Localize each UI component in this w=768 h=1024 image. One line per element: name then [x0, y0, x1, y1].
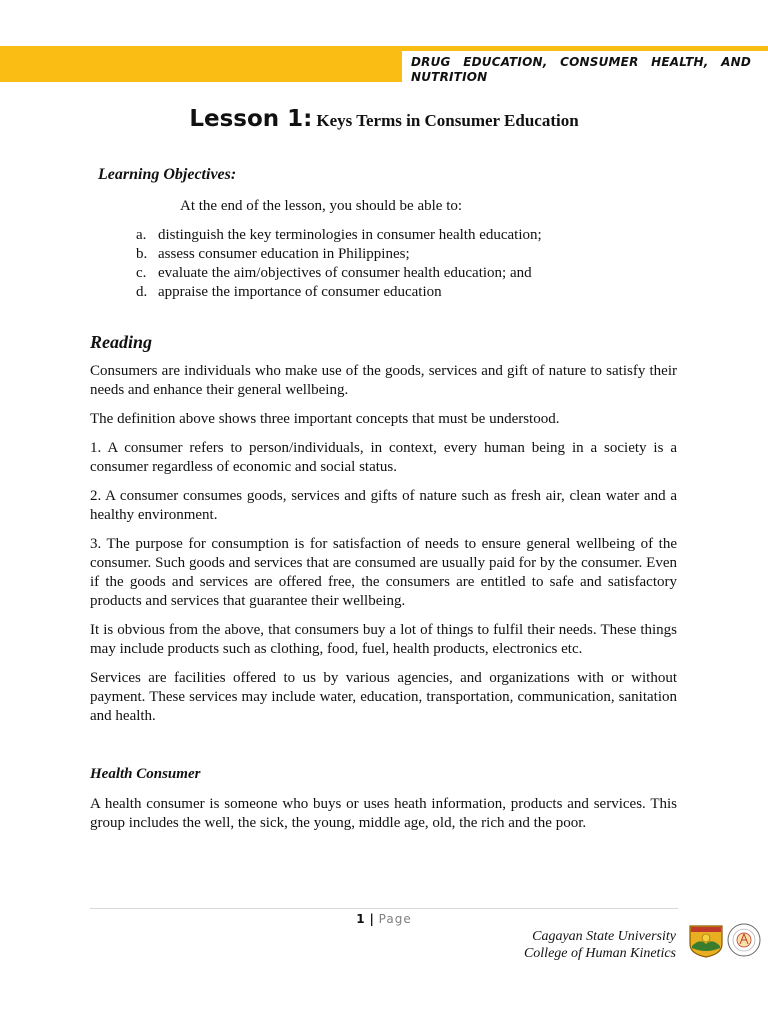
college-name: College of Human Kinetics: [523, 946, 676, 961]
reading-paragraph: Services are facilities offered to us by various agencies, and organizations with or without payment. These services may include water, education, transportation, communication, sanitation and health.: [90, 670, 677, 724]
reading-paragraph: 3. The purpose for consumption is for satisfaction of needs to ensure general wellbeing of the consumer. Such goods and services that are consumed are usually paid for by the consumer. Even if the goods and services are offered free, the consumers are entitled to safe and satisfactory products and services that guarantee their wellbeing.: [90, 536, 677, 609]
university-name: Cagayan State University: [532, 929, 676, 944]
reading-heading: Reading: [90, 332, 153, 352]
reading-body: [90, 362, 677, 736]
college-seal-logo: [726, 920, 762, 960]
list-marker: d.: [136, 284, 148, 300]
list-item: [128, 283, 542, 302]
objectives-heading: Learning Objectives:: [98, 166, 237, 183]
footer-divider: [90, 908, 678, 909]
list-item: [128, 264, 542, 283]
lesson-number: Lesson 1:: [189, 106, 313, 132]
objective-text: evaluate the aim/objectives of consumer health education; and: [158, 265, 532, 281]
objectives-list: [128, 226, 542, 302]
list-marker: b.: [136, 246, 148, 262]
header-banner-text: DRUG EDUCATION, CONSUMER HEALTH, AND NUTRITION: [411, 55, 751, 84]
lesson-topic: Keys Terms in Consumer Education: [316, 111, 579, 130]
health-consumer-heading: Health Consumer: [90, 766, 201, 782]
objective-text: assess consumer education in Philippines;: [158, 246, 410, 262]
university-shield-logo: [688, 924, 724, 958]
page-number-value: 1: [356, 912, 365, 926]
reading-paragraph: 1. A consumer refers to person/individuals, in context, every human being in a society is a consumer regardless of economic and social status.: [90, 440, 677, 475]
health-consumer-paragraph: A health consumer is someone who buys or uses heath information, products and services. This group includes the well, the sick, the young, middle age, old, the rich and the poor.: [90, 796, 677, 831]
list-item: [128, 245, 542, 264]
lesson-title: [0, 106, 768, 132]
objective-text: distinguish the key terminologies in consumer health education;: [158, 227, 542, 243]
reading-paragraph: It is obvious from the above, that consumers buy a lot of things to fulfil their needs. These things may include products such as clothing, food, fuel, health products, electronics etc.: [90, 622, 677, 657]
list-marker: a.: [136, 227, 147, 243]
page-number: [0, 912, 768, 926]
list-marker: c.: [136, 265, 147, 281]
page-label: Page: [378, 912, 412, 926]
objectives-intro: At the end of the lesson, you should be able to:: [180, 198, 463, 214]
reading-paragraph: 2. A consumer consumes goods, services and gifts of nature such as fresh air, clean water and a healthy environment.: [90, 488, 677, 523]
reading-paragraph: Consumers are individuals who make use of the goods, services and gift of nature to satisfy their needs and enhance their general wellbeing.: [90, 363, 677, 398]
reading-paragraph: The definition above shows three important concepts that must be understood.: [90, 411, 560, 427]
objective-text: appraise the importance of consumer education: [158, 284, 442, 300]
list-item: [128, 226, 542, 245]
footer-institution: [524, 928, 676, 962]
page-separator: |: [369, 912, 374, 926]
